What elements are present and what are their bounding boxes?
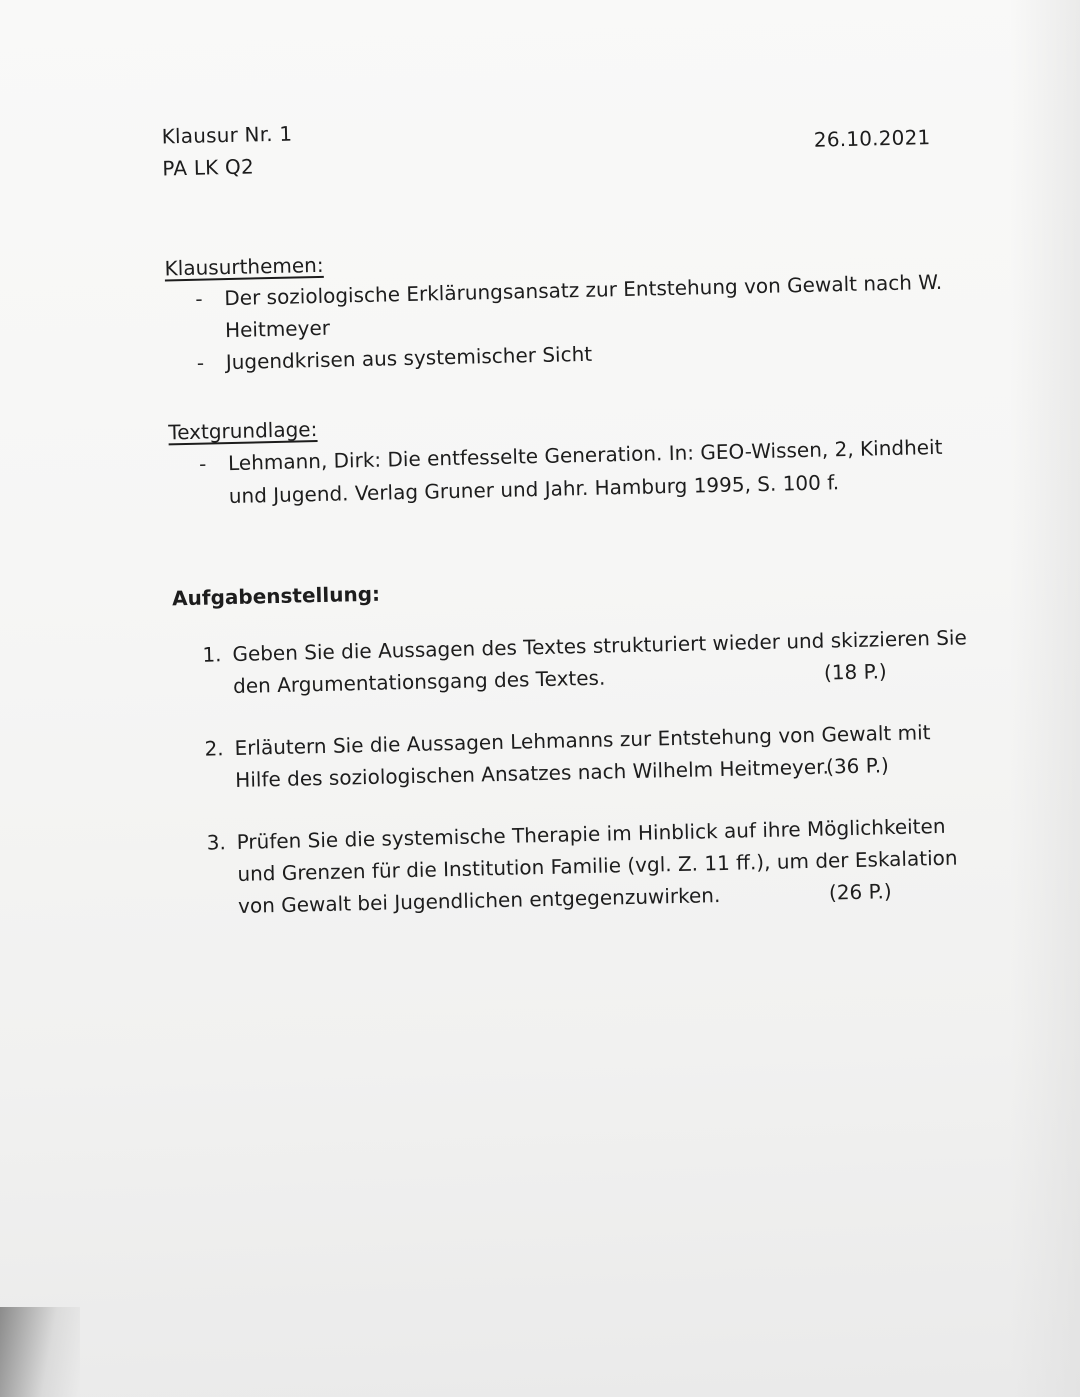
task-3-points: (26 P.)	[828, 879, 892, 905]
exam-title: Klausur Nr. 1	[161, 121, 293, 149]
task-2-number: 2.	[204, 736, 224, 761]
task-1-number: 1.	[202, 642, 222, 667]
topic-1-bullet: -	[195, 286, 203, 311]
topics-heading: Klausurthemen:	[164, 252, 324, 281]
topic-1-line-2: Heitmeyer	[224, 315, 331, 343]
task-3-number: 3.	[206, 830, 227, 855]
task-2-line-2: Hilfe des soziologischen Ansatzes nach Wilhelm Heitmeyer.	[235, 754, 830, 792]
task-3-line-1: Prüfen Sie die systemische Therapie im Hinblick auf ihre Möglichkeiten	[236, 813, 946, 854]
task-2-points: (36 P.)	[825, 753, 890, 779]
tasks-heading: Aufgabenstellung:	[171, 581, 381, 611]
text-basis-line-1: Lehmann, Dirk: Die entfesselte Generation. In: GEO-Wissen, 2, Kindheit	[227, 434, 943, 476]
task-1-line-2: den Argumentationsgang des Textes.	[232, 665, 606, 699]
course-label: PA LK Q2	[162, 154, 255, 181]
exam-date: 26.10.2021	[813, 125, 931, 152]
topic-2-line-1: Jugendkrisen aus systemischer Sicht	[225, 341, 593, 375]
task-3-line-2: und Grenzen für die Institution Familie (vgl. Z. 11 ff.), um der Eskalation	[237, 845, 958, 886]
task-3-line-3: von Gewalt bei Jugendlichen entgegenzuwirken.	[237, 883, 721, 918]
text-basis-heading: Textgrundlage:	[168, 417, 318, 445]
task-1-points: (18 P.)	[823, 659, 887, 685]
task-2-line-1: Erläutern Sie die Aussagen Lehmanns zur Entstehung von Gewalt mit	[234, 720, 931, 760]
topic-1-line-1: Der soziologische Erklärungsansatz zur Entstehung von Gewalt nach W.	[224, 269, 943, 311]
topic-2-bullet: -	[196, 350, 205, 375]
text-basis-line-2: und Jugend. Verlag Gruner und Jahr. Hamburg 1995, S. 100 f.	[228, 470, 840, 509]
text-basis-bullet: -	[198, 451, 207, 476]
task-1-line-1: Geben Sie die Aussagen des Textes strukturiert wieder und skizzieren Sie	[232, 625, 968, 667]
